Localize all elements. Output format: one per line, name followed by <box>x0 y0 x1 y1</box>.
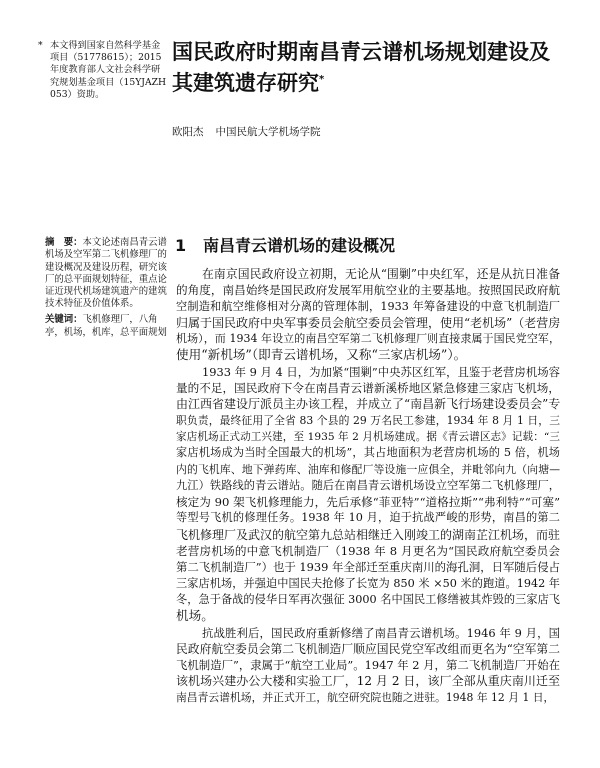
text-line: 的角度，南昌始终是国民政府发展军用航空业的主要基地。按照国民政府航 <box>176 283 560 298</box>
author-line <box>172 124 321 139</box>
text-line: 核定为 90 架飞机修理能力，先后承修“菲亚特”“道格拉斯”“弗利特”“可塞” <box>176 495 560 510</box>
text-line: 该机场兴建办公大楼和实验工厂，12 月 2 日，该厂全部从重庆南川迁至 <box>176 674 560 689</box>
text-line: 飞机修理厂及武汉的航空第九总站相继迁入刚竣工的湖南芷江机场，而驻 <box>176 527 561 542</box>
text-line: 飞机制造厂”，隶属于“航空工业局”。1947 年 2 月，第二飞机制造厂开始在 <box>176 658 560 673</box>
text-line: 归属于国民政府中央军事委员会航空委员会管理，使用“老机场”（老营房 <box>176 315 561 330</box>
text-line: 机场。 <box>176 608 214 624</box>
keywords-text: 飞机修理厂，八角亭，机场，机库，总平面规划 <box>45 314 167 338</box>
text-line: 家店机场正式动工兴建，至 1935 年 2 月机场建成。据《青云谱区志》记载：“三 <box>176 430 560 443</box>
section-heading <box>175 233 395 256</box>
section-number: 1 <box>175 236 187 255</box>
text-line: 在南京国民政府设立初期，无论从“围剿”中央红军，还是从抗日准备 <box>202 267 560 281</box>
abstract <box>45 237 167 311</box>
section-title: 南昌青云谱机场的建设概况 <box>203 236 396 255</box>
text-line: 职负责，最终征用了全省 83 个县的 29 万名民工参建，1934 年 8 月 1 日，三 <box>176 413 560 427</box>
paragraph <box>176 364 560 625</box>
paragraph <box>176 625 560 706</box>
text-line: 九江）铁路线的青云谱站。随后在南昌青云谱机场设立空军第二飞机修理厂， <box>176 478 560 492</box>
text-line: 1933 年 9 月 4 日，为加紧“围剿”中央苏区红军，且鉴于老营房机场容 <box>202 364 560 379</box>
title-line-2: 其建筑遗存研究 <box>172 71 319 95</box>
text-line: 冬，急于备战的侵华日军再次强征 3000 名中国民工修缮被其炸毁的三家店飞 <box>176 592 560 606</box>
footnote-marker: * <box>38 40 43 51</box>
text-line: 由江西省建设厅派员主办该工程，并成立了“南昌新飞行场建设委员会”专 <box>176 397 561 412</box>
keywords <box>45 314 167 340</box>
author-name: 欧阳杰 <box>172 126 204 138</box>
text-line: 机场），而 1934 年设立的南昌空军第二飞机修理厂则直接隶属于国民党空军， <box>176 332 560 346</box>
text-line: 民政府航空委员会第二飞机制造厂顺应国民党空军改组而更名为“空军第二 <box>176 641 560 656</box>
title-line-1: 国民政府时期南昌青云谱机场规划建设及 <box>172 40 550 64</box>
text-line: 等型号飞机的修理任务。1938 年 10 月，迫于抗战严峻的形势，南昌的第二 <box>176 511 560 525</box>
text-line: 南昌青云谱机场，并正式开工，航空研究院也随之进驻。1948 年 12 月 1 日， <box>176 690 555 704</box>
text-line: 使用“新机场”（即青云谱机场，又称“三家店机场”）。 <box>176 347 467 363</box>
author-affiliation: 中国民航大学机场学院 <box>215 126 321 138</box>
abstract-text: 本文论述南昌青云谱机场及空军第二飞机修理厂的建设概况及建设历程，研究该厂的总平面规划特征，重点论证近现代机场建筑遗产的建筑技术特征及价值体系。 <box>45 237 167 310</box>
footnote-text: 本文得到国家自然科学基金项目（51778615）；2015 年度教育部人文社会科学研究规划基金项目（15YJAZH053）资助。 <box>50 40 166 100</box>
text-line: 内的飞机库、地下弹药库、油库和修配厂等设施一应俱全，并毗邻向九（向塘— <box>176 462 560 476</box>
text-line: 空制造和航空维修相对分离的管理体制，1933 年筹备建设的中意飞机制造厂 <box>176 299 560 313</box>
abstract-label: 摘 要： <box>45 237 83 248</box>
text-line: 家店机场成为当时全国最大的机场”，其占地面积为老营房机场的 5 倍，机场 <box>176 446 560 460</box>
text-line: 量的不足，国民政府下令在南昌青云谱新溪桥地区紧急修建三家店飞机场， <box>176 381 560 396</box>
title-footnote-marker: * <box>319 74 325 85</box>
text-line: 老营房机场的中意飞机制造厂（1938 年 8 月更名为“国民政府航空委员会 <box>176 544 560 559</box>
text-line: 三家店机场，并强迫中国民夫抢修了长宽为 850 米 ×50 米的跑道。1942 年 <box>176 576 560 590</box>
paper-title <box>172 38 552 97</box>
text-line: 第二飞机制造厂”）也于 1939 年全部迁至重庆南川的海孔洞，日军随后侵占 <box>176 560 560 575</box>
text-line: 抗战胜利后，国民政府重新修缮了南昌青云谱机场。1946 年 9 月，国 <box>202 625 560 640</box>
keywords-label: 关键词： <box>45 314 83 325</box>
body-text <box>176 266 560 706</box>
paragraph <box>176 266 560 364</box>
funding-footnote <box>40 40 168 101</box>
